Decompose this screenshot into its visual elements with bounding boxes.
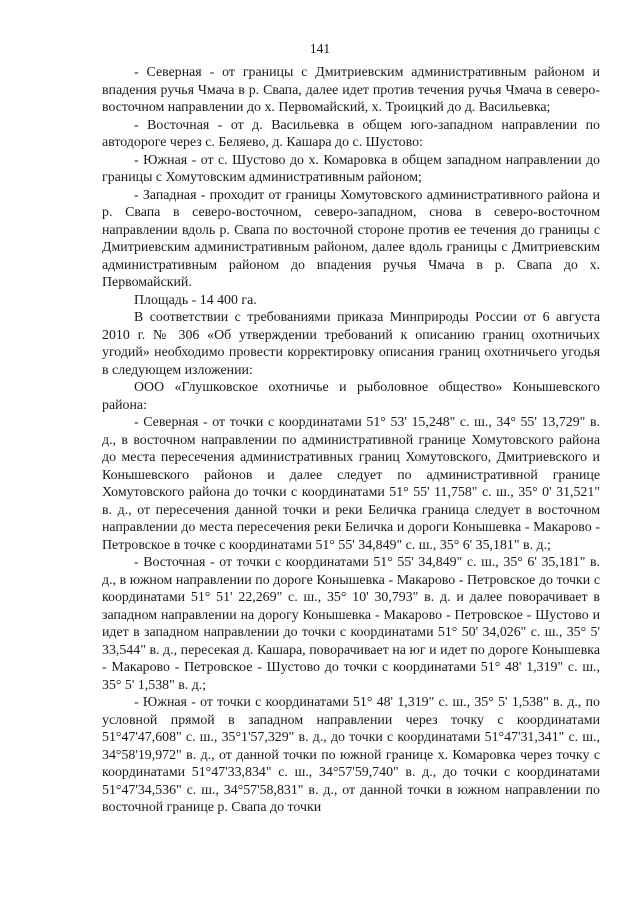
document-body xyxy=(102,64,600,817)
page-number: 141 xyxy=(309,41,331,56)
paragraph-organization: ООО «Глушковское охотничье и рыболовное общество» Конышевского района: xyxy=(102,380,600,413)
paragraph-southern-border-2: - Южная - от точки с координатами 51° 48' 1,319" с. ш., 35° 5' 1,538" в. д., по условной прямой в западном направлении через точку с координатами 51°47'47,608" с. ш., 35°1'57,329" в. д., до точки с координатами 51°47'31,341" с. ш., 34°58'19,972" в. д., от данной точки по южной границе х. Комаровка через точку с координатами 51°47'33,834" с. ш., 34°57'59,740" в. д., до точки с координатами 51°47'34,536" с. ш., 34°57'58,831" в. д., от данной точки в южном направлении по восточной границе р. Свапа до точки xyxy=(102,695,600,815)
paragraph-northern-border-1: - Северная - от границы с Дмитриевским административным районом и впадения ручья Чмача в р. Свапа, далее идет против течения ручья Чмача в северо-восточном направлении до х. Первомайский, х. Троицкий до д. Васильевка; xyxy=(102,65,600,115)
paragraph-western-border-1: - Западная - проходит от границы Хомутовского административного района и р. Свапа в северо-восточном, северо-западном, снова в северо-восточном направлении вдоль р. Свапа по восточной стороне против ее течения до границы с Дмитриевским административным районом, далее вдоль границы с Дмитриевским административным районом до впадения ручья Чмача в р. Свапа до х. Первомайский. xyxy=(102,187,600,290)
paragraph-area: Площадь - 14 400 га. xyxy=(134,292,257,308)
paragraph-eastern-border-1: - Восточная - от д. Васильевка в общем юго-западном направлении по автодороге через с. Беляево, д. Кашара до с. Шустово: xyxy=(102,117,600,150)
paragraph-eastern-border-2: - Восточная - от точки с координатами 51° 55' 34,849" с. ш., 35° 6' 35,181" в. д., в южном направлении по дороге Конышевка - Макарово - Петровское до точки с координатами 51° 51' 22,269" с. ш., 35° 10' 30,793" в. д. и далее поворачивает в западном направлении на дорогу Конышевка - Макарово - Петровское - Шустово и идет в западном направлении до точки с координатами 51° 50' 34,026" с. ш., 35° 5' 33,544" в. д., пересекая д. Кашара, поворачивает на юг и идет по дороге Конышевка - Макарово - Петровское - Шустово до точки с координатами 51° 48' 1,319" с. ш., 35° 5' 1,538" в. д.; xyxy=(102,555,600,693)
paragraph-requirements: В соответствии с требованиями приказа Минприроды России от 6 августа 2010 г. № 306 «Об утверждении требований к описанию границ охотничьих угодий» необходимо провести корректировку описания границ охотничьего угодья в следующем изложении: xyxy=(102,310,600,378)
paragraph-southern-border-1: - Южная - от с. Шустово до х. Комаровка в общем западном направлении до границы с Хомутовским административным районом; xyxy=(102,152,600,185)
paragraph-northern-border-2: - Северная - от точки с координатами 51° 53' 15,248" с. ш., 34° 55' 13,729" в. д., в восточном направлении по административной границе Хомутовского района до места пересечения административных границ Хомутовского, Дмитриевского и Конышевского районов и далее следует по административной границе Хомутовского района до точки с координатами 51° 55' 11,758" с. ш., 35° 0' 31,521" в. д., от пересечения данной точки и реки Беличка граница следует в восточном направлении до места пересечения реки Беличка и дороги Конышевка - Макарово - Петровское в точке с координатами 51° 55' 34,849" с. ш., 35° 6' 35,181" в. д.; xyxy=(102,415,600,553)
